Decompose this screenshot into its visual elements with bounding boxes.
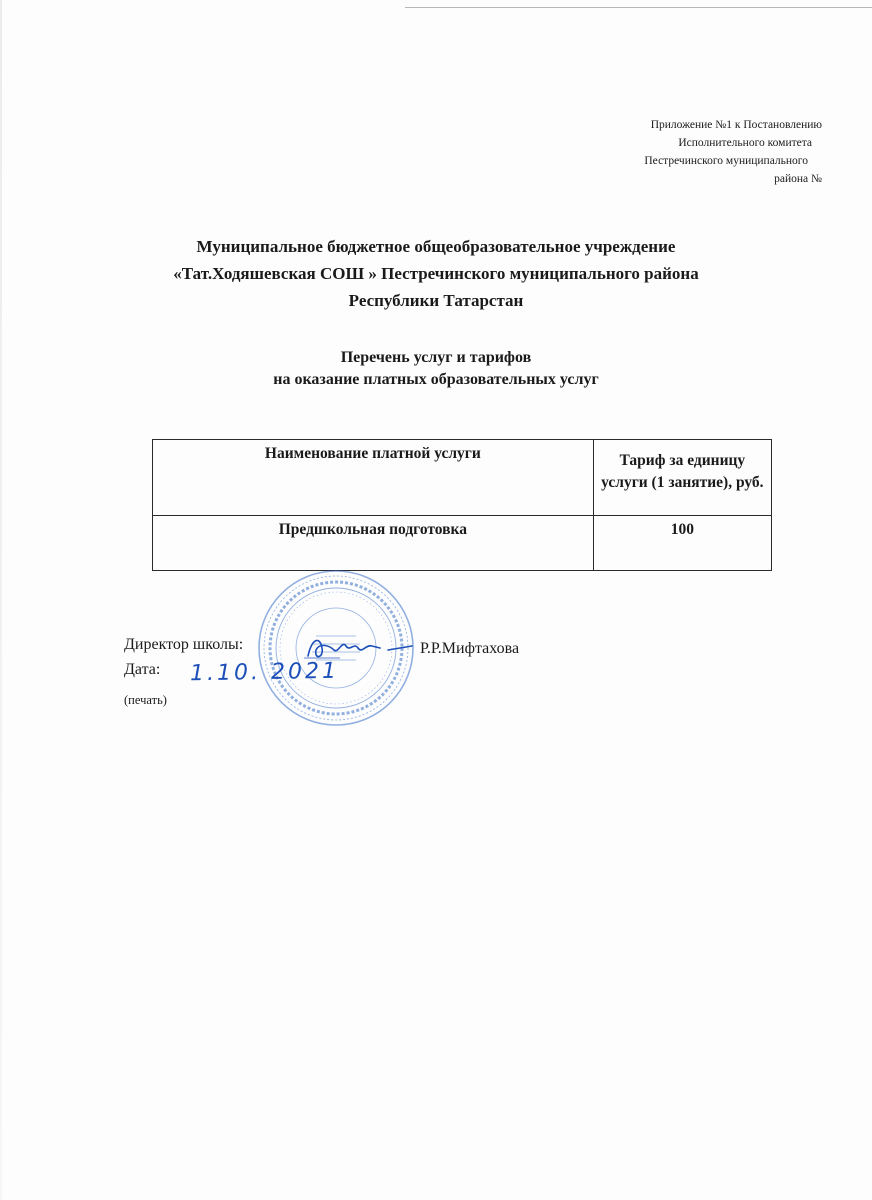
cell-tariff: 100 [593, 516, 771, 571]
document-title [0, 347, 872, 391]
scan-edge-line [405, 7, 872, 8]
title-line-2: на оказание платных образовательных услуг [273, 371, 599, 388]
cell-service: Предшкольная подготовка [153, 516, 594, 571]
appendix-note [644, 116, 822, 188]
header-service-name: Наименование платной услуги [153, 440, 594, 516]
organization-line-2: «Тат.Ходяшевская СОШ » Пестречинского муниципального района [173, 264, 699, 283]
appendix-line-3: Пестречинского муниципального [644, 155, 808, 167]
date-label: Дата: [124, 661, 161, 678]
director-name: Р.Р.Мифтахова [420, 640, 520, 657]
organization-line-1: Муниципальное бюджетное общеобразовательное учреждение [196, 237, 676, 256]
appendix-line-1: Приложение №1 к Постановлению [650, 119, 822, 131]
table-header-row [153, 440, 772, 516]
header-tariff: Тариф за единицу услуги (1 занятие), руб. [593, 440, 771, 516]
director-label: Директор школы: [124, 636, 244, 653]
table-row [153, 516, 772, 571]
handwritten-date: 1.10. 2021 [189, 658, 340, 687]
title-line-1: Перечень услуг и тарифов [340, 349, 532, 366]
appendix-line-2: Исполнительного комитета [678, 137, 812, 149]
appendix-line-4: района № [774, 173, 822, 185]
tariff-table [152, 439, 772, 571]
seal-note: (печать) [124, 693, 167, 707]
organization-heading [0, 233, 872, 314]
scan-left-edge [0, 0, 2, 1200]
organization-line-3: Республики Татарстан [348, 291, 524, 310]
